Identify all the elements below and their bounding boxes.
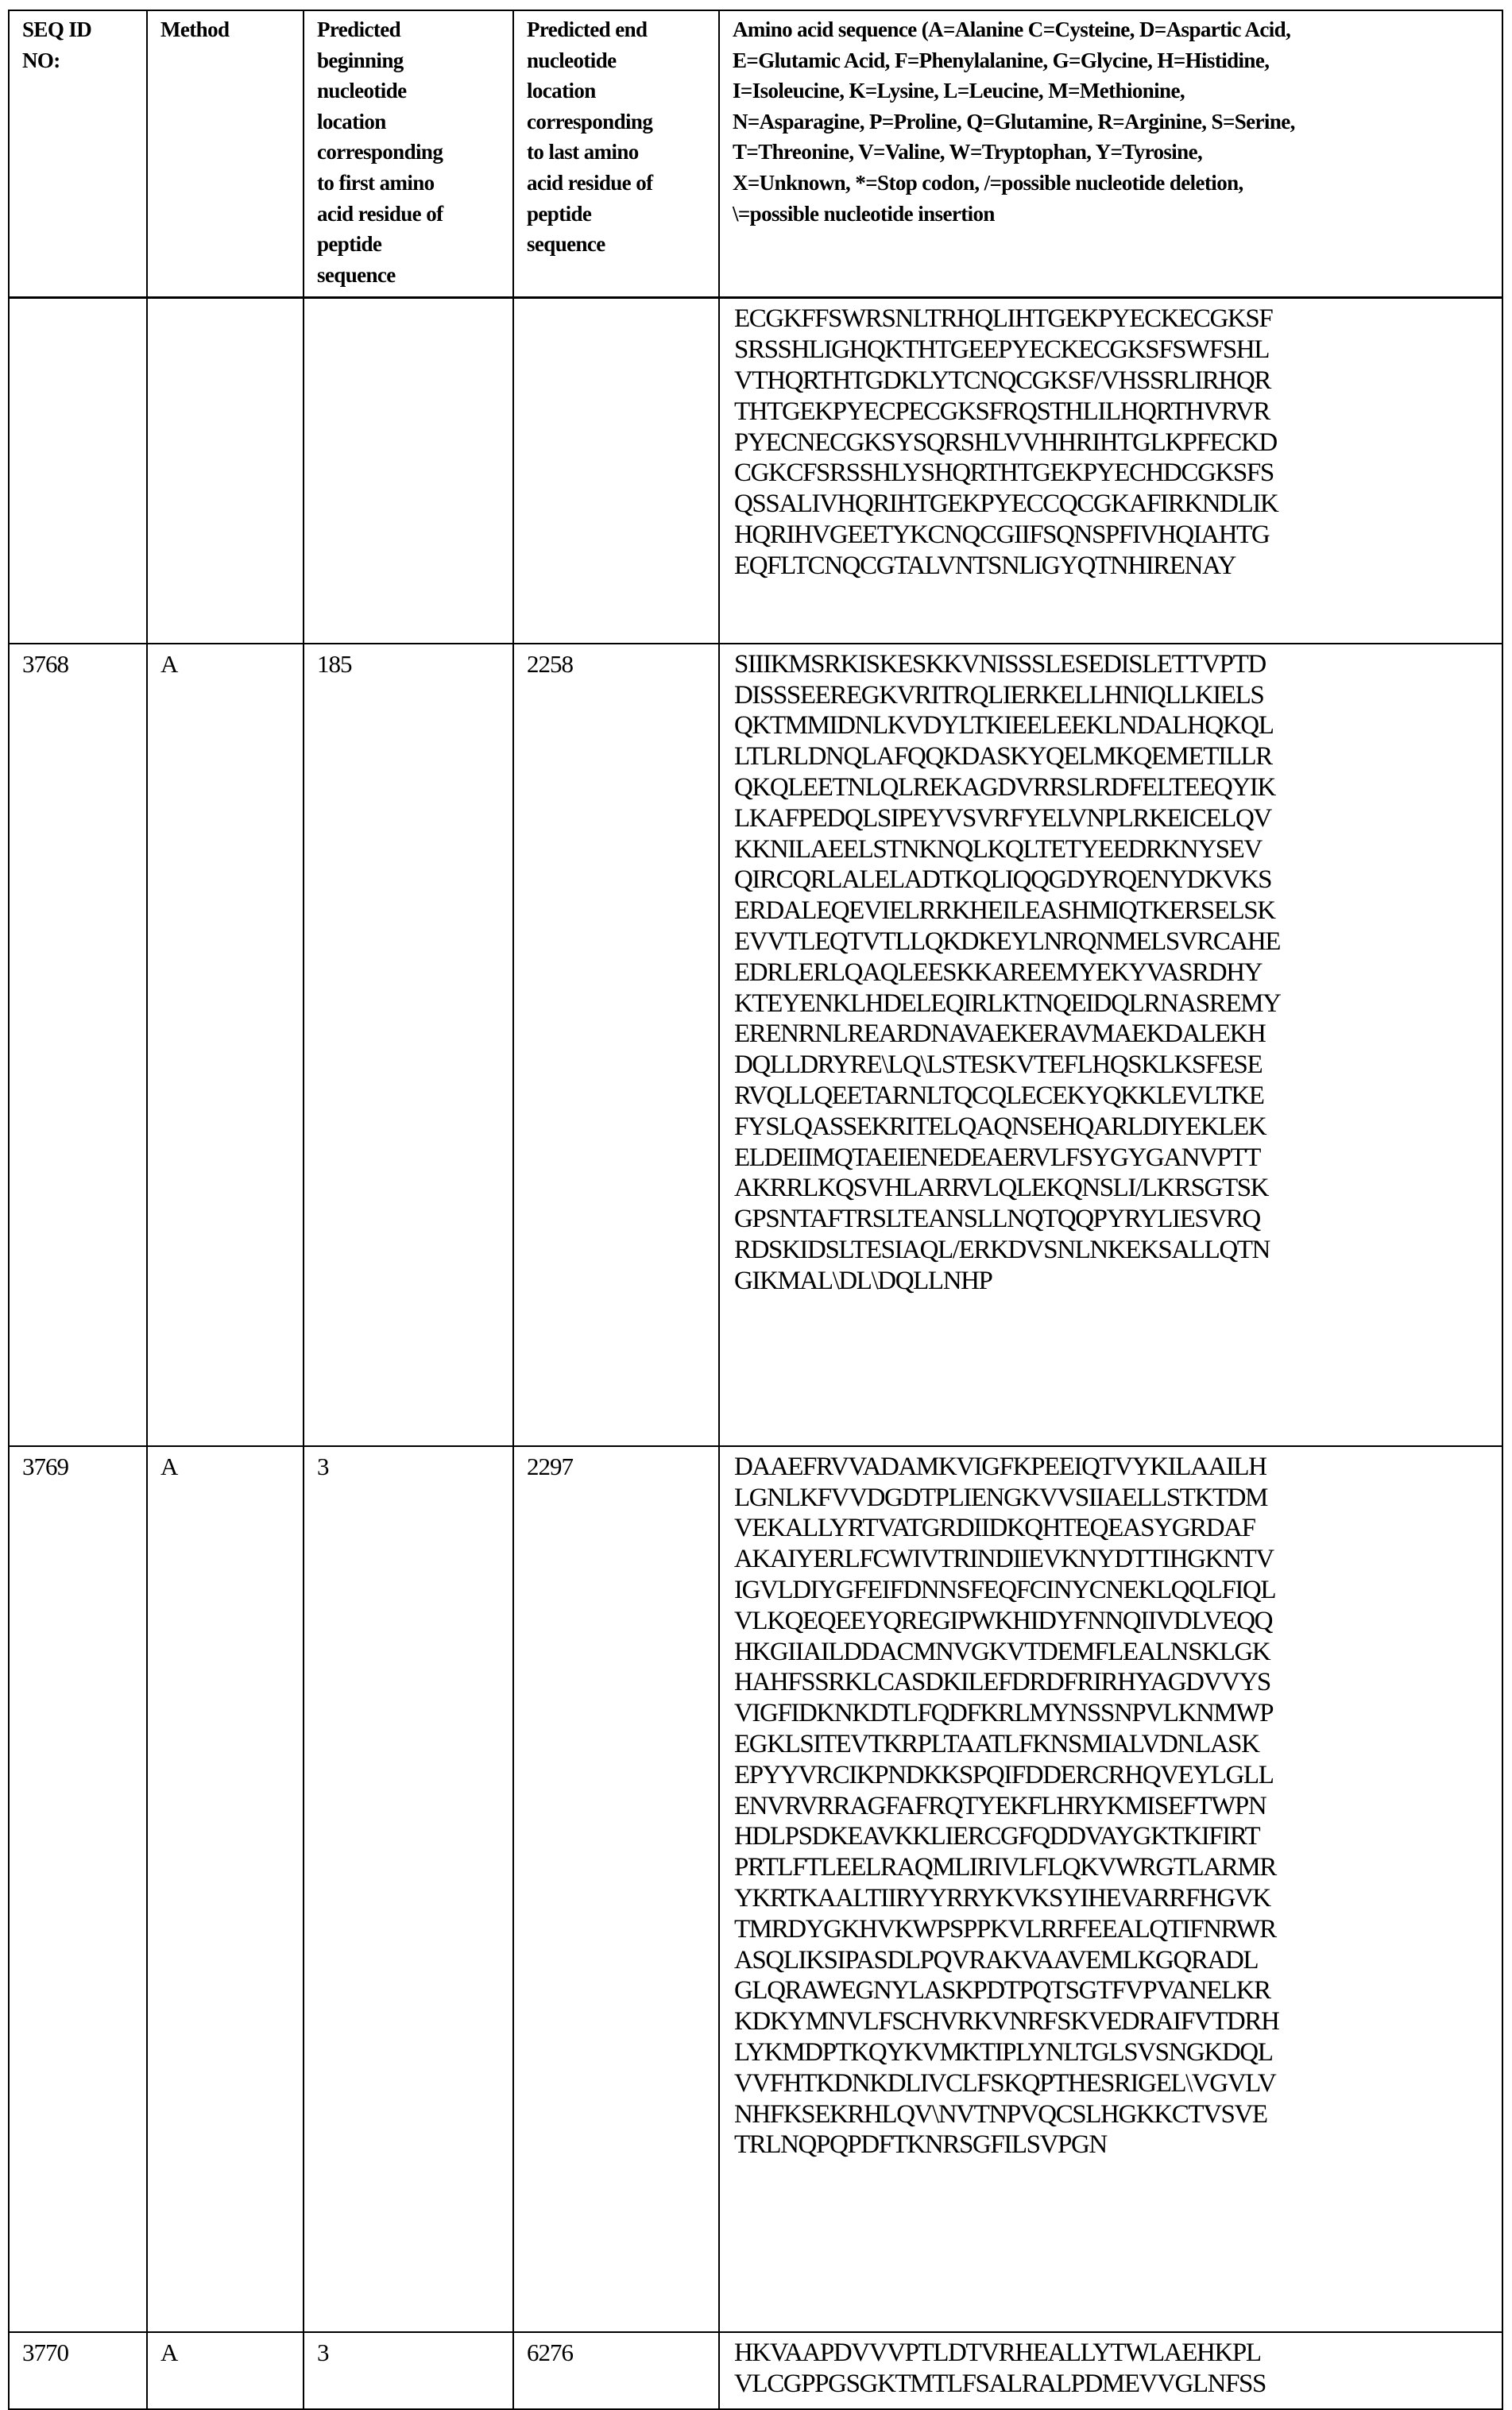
header-line: beginning	[317, 48, 404, 72]
sequence-line: LKAFPEDQLSIPEYVSVRFYELVNPLRKEICELQV	[734, 803, 1271, 833]
header-line: peptide	[317, 232, 382, 257]
header-line: sequence	[317, 262, 396, 287]
sequence-line: PRTLFTLEELRAQMLIRIVLFLQKVWRGTLARMR	[734, 1853, 1276, 1882]
header-seq-id	[9, 10, 147, 298]
header-begin-location	[304, 10, 513, 298]
sequence-line: KDKYMNVLFSCHVRKVNRFSKVEDRAIFVTDRH	[734, 2007, 1279, 2037]
header-end-location	[513, 10, 719, 298]
sequence-line: THTGEKPYECPECGKSFRQSTHLILHQRTHVRVR	[734, 397, 1270, 426]
sequence-line: EGKLSITEVTKRPLTAATLFKNSMIALVDNLASK	[734, 1730, 1259, 1759]
sequence-line: VIGFIDKNKDTLFQDFKRLMYNSSNPVLKNMWP	[734, 1699, 1274, 1728]
seq-id-cell: 3768	[9, 644, 147, 1446]
sequence-line: DISSSEEREGKVRITRQLIERKELLHNIQLLKIELS	[734, 680, 1264, 710]
header-line: nucleotide	[317, 79, 407, 103]
end-location-cell: 2297	[513, 1446, 719, 2332]
sequence-line: VTHQRTHTGDKLYTCNQCGKSF/VHSSRLIRHQR	[734, 366, 1271, 395]
sequence-line: DAAEFRVVADAMKVIGFKPEEIQTVYKILAAILH	[734, 1452, 1266, 1481]
header-line: to first amino	[317, 170, 435, 195]
sequence-line: SIIIKMSRKISKESKKVNISSSLESEDISLETTVPTD	[734, 649, 1266, 679]
sequence-line: RDSKIDSLTESIAQL/ERKDVSNLNKEKSALLQTN	[734, 1235, 1270, 1264]
method-cell: A	[147, 644, 304, 1446]
peptide-sequence-table	[8, 10, 1503, 2410]
header-line: Predicted end	[527, 17, 648, 41]
seq-id-cell	[9, 298, 147, 644]
header-method	[147, 10, 304, 298]
sequence-line: ERDALEQEVIELRRKHEILEASHMIQTKERSELSK	[734, 896, 1275, 926]
sequence-line: HKVAAPDVVVPTLDTVRHEALLYTWLAEHKPL	[734, 2338, 1261, 2367]
header-line: location	[317, 109, 386, 133]
header-line: SEQ ID	[22, 17, 92, 41]
sequence-line: GPSNTAFTRSLTEANSLLNQTQQPYRYLIESVRQ	[734, 1205, 1260, 1234]
sequence-line: SRSSHLIGHQKTHTGEEPYECKECGKSFSWFSHL	[734, 335, 1269, 365]
begin-location-cell: 185	[304, 644, 513, 1446]
sequence-line: HQRIHVGEETYKCNQCGIIFSQNSPFIVHQIAHTG	[734, 520, 1270, 549]
sequence-line: FYSLQASSEKRITELQAQNSEHQARLDIYEKLEK	[734, 1112, 1266, 1141]
sequence-line: EVVTLEQTVTLLQKDKEYLNRQNMELSVRCAHE	[734, 927, 1281, 957]
sequence-line: AKAIYERLFCWIVTRINDIIEVKNYDTTIHGKNTV	[734, 1545, 1274, 1574]
sequence-line: QKQLEETNLQLREKAGDVRRSLRDFELTEEQYIK	[734, 773, 1275, 803]
begin-location-cell: 3	[304, 1446, 513, 2332]
seq-id-cell: 3770	[9, 2332, 147, 2409]
sequence-cell	[719, 1446, 1502, 2332]
table-header-row	[9, 10, 1502, 298]
sequence-line: VLKQEQEEYQREGIPWKHIDYFNNQIIVDLVEQQ	[734, 1606, 1273, 1635]
method-cell: A	[147, 2332, 304, 2409]
sequence-line: EPYYVRCIKPNDKKSPQIFDDERCRHQVEYLGLL	[734, 1760, 1274, 1789]
sequence-line: VLCGPPGSGKTMTLFSALRALPDMEVVGLNFSS	[734, 2369, 1266, 2398]
sequence-line: ASQLIKSIPASDLPQVRAKVAAVEMLKGQRADL	[734, 1945, 1259, 1975]
sequence-line: LGNLKFVVDGDTPLIENGKVVSIIAELLSTKTDM	[734, 1483, 1268, 1512]
sequence-line: YKRTKAALTIIRYYRRYKVKSYIHEVARRFHGVK	[734, 1884, 1270, 1913]
header-line: nucleotide	[527, 48, 617, 72]
sequence-line: VVFHTKDNKDLIVCLFSKQPTHESRIGEL\VGVLV	[734, 2068, 1276, 2098]
method-cell	[147, 298, 304, 644]
header-line: corresponding	[527, 109, 653, 133]
header-line: corresponding	[317, 140, 443, 164]
header-line: I=Isoleucine, K=Lysine, L=Leucine, M=Methionine,	[733, 79, 1185, 103]
end-location-cell: 6276	[513, 2332, 719, 2409]
table-row	[9, 1446, 1502, 2332]
sequence-line: ENVRVRRAGFAFRQTYEKFLHRYKMISEFTWPN	[734, 1791, 1266, 1820]
sequence-cell	[719, 298, 1502, 644]
begin-location-cell	[304, 298, 513, 644]
sequence-line: HAHFSSRKLCASDKILEFDRDFRIRHYAGDVVYS	[734, 1668, 1270, 1697]
header-line: acid residue of	[527, 170, 653, 195]
sequence-line: EDRLERLQAQLEESKKAREEMYEKYVASRDHY	[734, 957, 1263, 987]
sequence-line: QKTMMIDNLKVDYLTKIEELEEKLNDALHQKQL	[734, 711, 1274, 741]
header-amino-acid-sequence	[719, 10, 1502, 298]
sequence-line: KTEYENKLHDELEQIRLKTNQEIDQLRNASREMY	[734, 988, 1281, 1018]
sequence-cell	[719, 2332, 1502, 2409]
sequence-line: GIKMAL\DL\DQLLNHP	[734, 1266, 992, 1295]
header-line: N=Asparagine, P=Proline, Q=Glutamine, R=Arginine, S=Serine,	[733, 109, 1295, 133]
sequence-line: HKGIIAILDDACMNVGKVTDEMFLEALNSKLGK	[734, 1637, 1270, 1666]
header-line: Predicted	[317, 17, 401, 41]
sequence-line: QSSALIVHQRIHTGEKPYECCQCGKAFIRKNDLIK	[734, 489, 1278, 519]
seq-id-cell: 3769	[9, 1446, 147, 2332]
header-line: X=Unknown, *=Stop codon, /=possible nucleotide deletion,	[733, 170, 1243, 195]
sequence-line: ELDEIIMQTAEIENEDEAERVLFSYGYGANVPTT	[734, 1143, 1261, 1172]
sequence-line: ERENRNLREARDNAVAEKERAVMAEKDALEKH	[734, 1019, 1266, 1049]
sequence-line: ECGKFFSWRSNLTRHQLIHTGEKPYECKECGKSF	[734, 304, 1273, 334]
sequence-line: KKNILAEELSTNKNQLKQLTETYEEDRKNYSEV	[734, 834, 1262, 864]
sequence-line: RVQLLQEETARNLTQCQLECEKYQKKLEVLTKE	[734, 1081, 1264, 1110]
sequence-line: EQFLTCNQCGTALVNTSNLIGYQTNHIRENAY	[734, 551, 1236, 580]
sequence-line: IGVLDIYGFEIFDNNSFEQFCINYCNEKLQQLFIQL	[734, 1576, 1276, 1605]
sequence-line: QIRCQRLALELADTKQLIQQGDYRQENYDKVKS	[734, 865, 1272, 895]
header-line: T=Threonine, V=Valine, W=Tryptophan, Y=Tyrosine,	[733, 140, 1203, 164]
sequence-line: PYECNECGKSYSQRSHLVVHHRIHTGLKPFECKD	[734, 427, 1277, 457]
begin-location-cell: 3	[304, 2332, 513, 2409]
sequence-line: NHFKSEKRHLQV\NVTNPVQCSLHGKKCTVSVE	[734, 2099, 1267, 2129]
table-row	[9, 2332, 1502, 2409]
sequence-line: LTLRLDNQLAFQQKDASKYQELMKQEMETILLR	[734, 742, 1272, 772]
sequence-line: VEKALLYRTVATGRDIIDKQHTEQEASYGRDAF	[734, 1514, 1255, 1543]
end-location-cell	[513, 298, 719, 644]
header-line: \=possible nucleotide insertion	[733, 201, 995, 226]
sequence-line: AKRRLKQSVHLARRVLQLEKQNSLI/LKRSGTSK	[734, 1174, 1269, 1203]
table-row	[9, 644, 1502, 1446]
header-line: sequence	[527, 232, 605, 257]
table-row	[9, 298, 1502, 644]
header-line: acid residue of	[317, 201, 443, 226]
header-line: NO:	[22, 48, 60, 72]
sequence-line: TMRDYGKHVKWPSPPKVLRRFEEALQTIFNRWR	[734, 1914, 1276, 1944]
header-line: peptide	[527, 201, 592, 226]
sequence-cell	[719, 644, 1502, 1446]
header-line: E=Glutamic Acid, F=Phenylalanine, G=Glycine, H=Histidine,	[733, 48, 1270, 72]
header-line: to last amino	[527, 140, 639, 164]
header-line: Amino acid sequence (A=Alanine C=Cysteine, D=Aspartic Acid,	[733, 17, 1291, 41]
sequence-line: HDLPSDKEAVKKLIERCGFQDDVAYGKTKIFIRT	[734, 1822, 1260, 1851]
sequence-line: CGKCFSRSSHLYSHQRTHTGEKPYECHDCGKSFS	[734, 458, 1274, 488]
end-location-cell: 2258	[513, 644, 719, 1446]
method-cell: A	[147, 1446, 304, 2332]
header-line: location	[527, 79, 596, 103]
sequence-line: GLQRAWEGNYLASKPDTPQTSGTFVPVANELKR	[734, 1976, 1270, 2006]
sequence-line: TRLNQPQPDFTKNRSGFILSVPGN	[734, 2130, 1107, 2160]
sequence-line: DQLLDRYRE\LQ\LSTESKVTEFLHQSKLKSFESE	[734, 1050, 1263, 1080]
header-line: Method	[160, 17, 230, 41]
sequence-line: LYKMDPTKQYKVMKTIPLYNLTGLSVSNGKDQL	[734, 2037, 1273, 2067]
